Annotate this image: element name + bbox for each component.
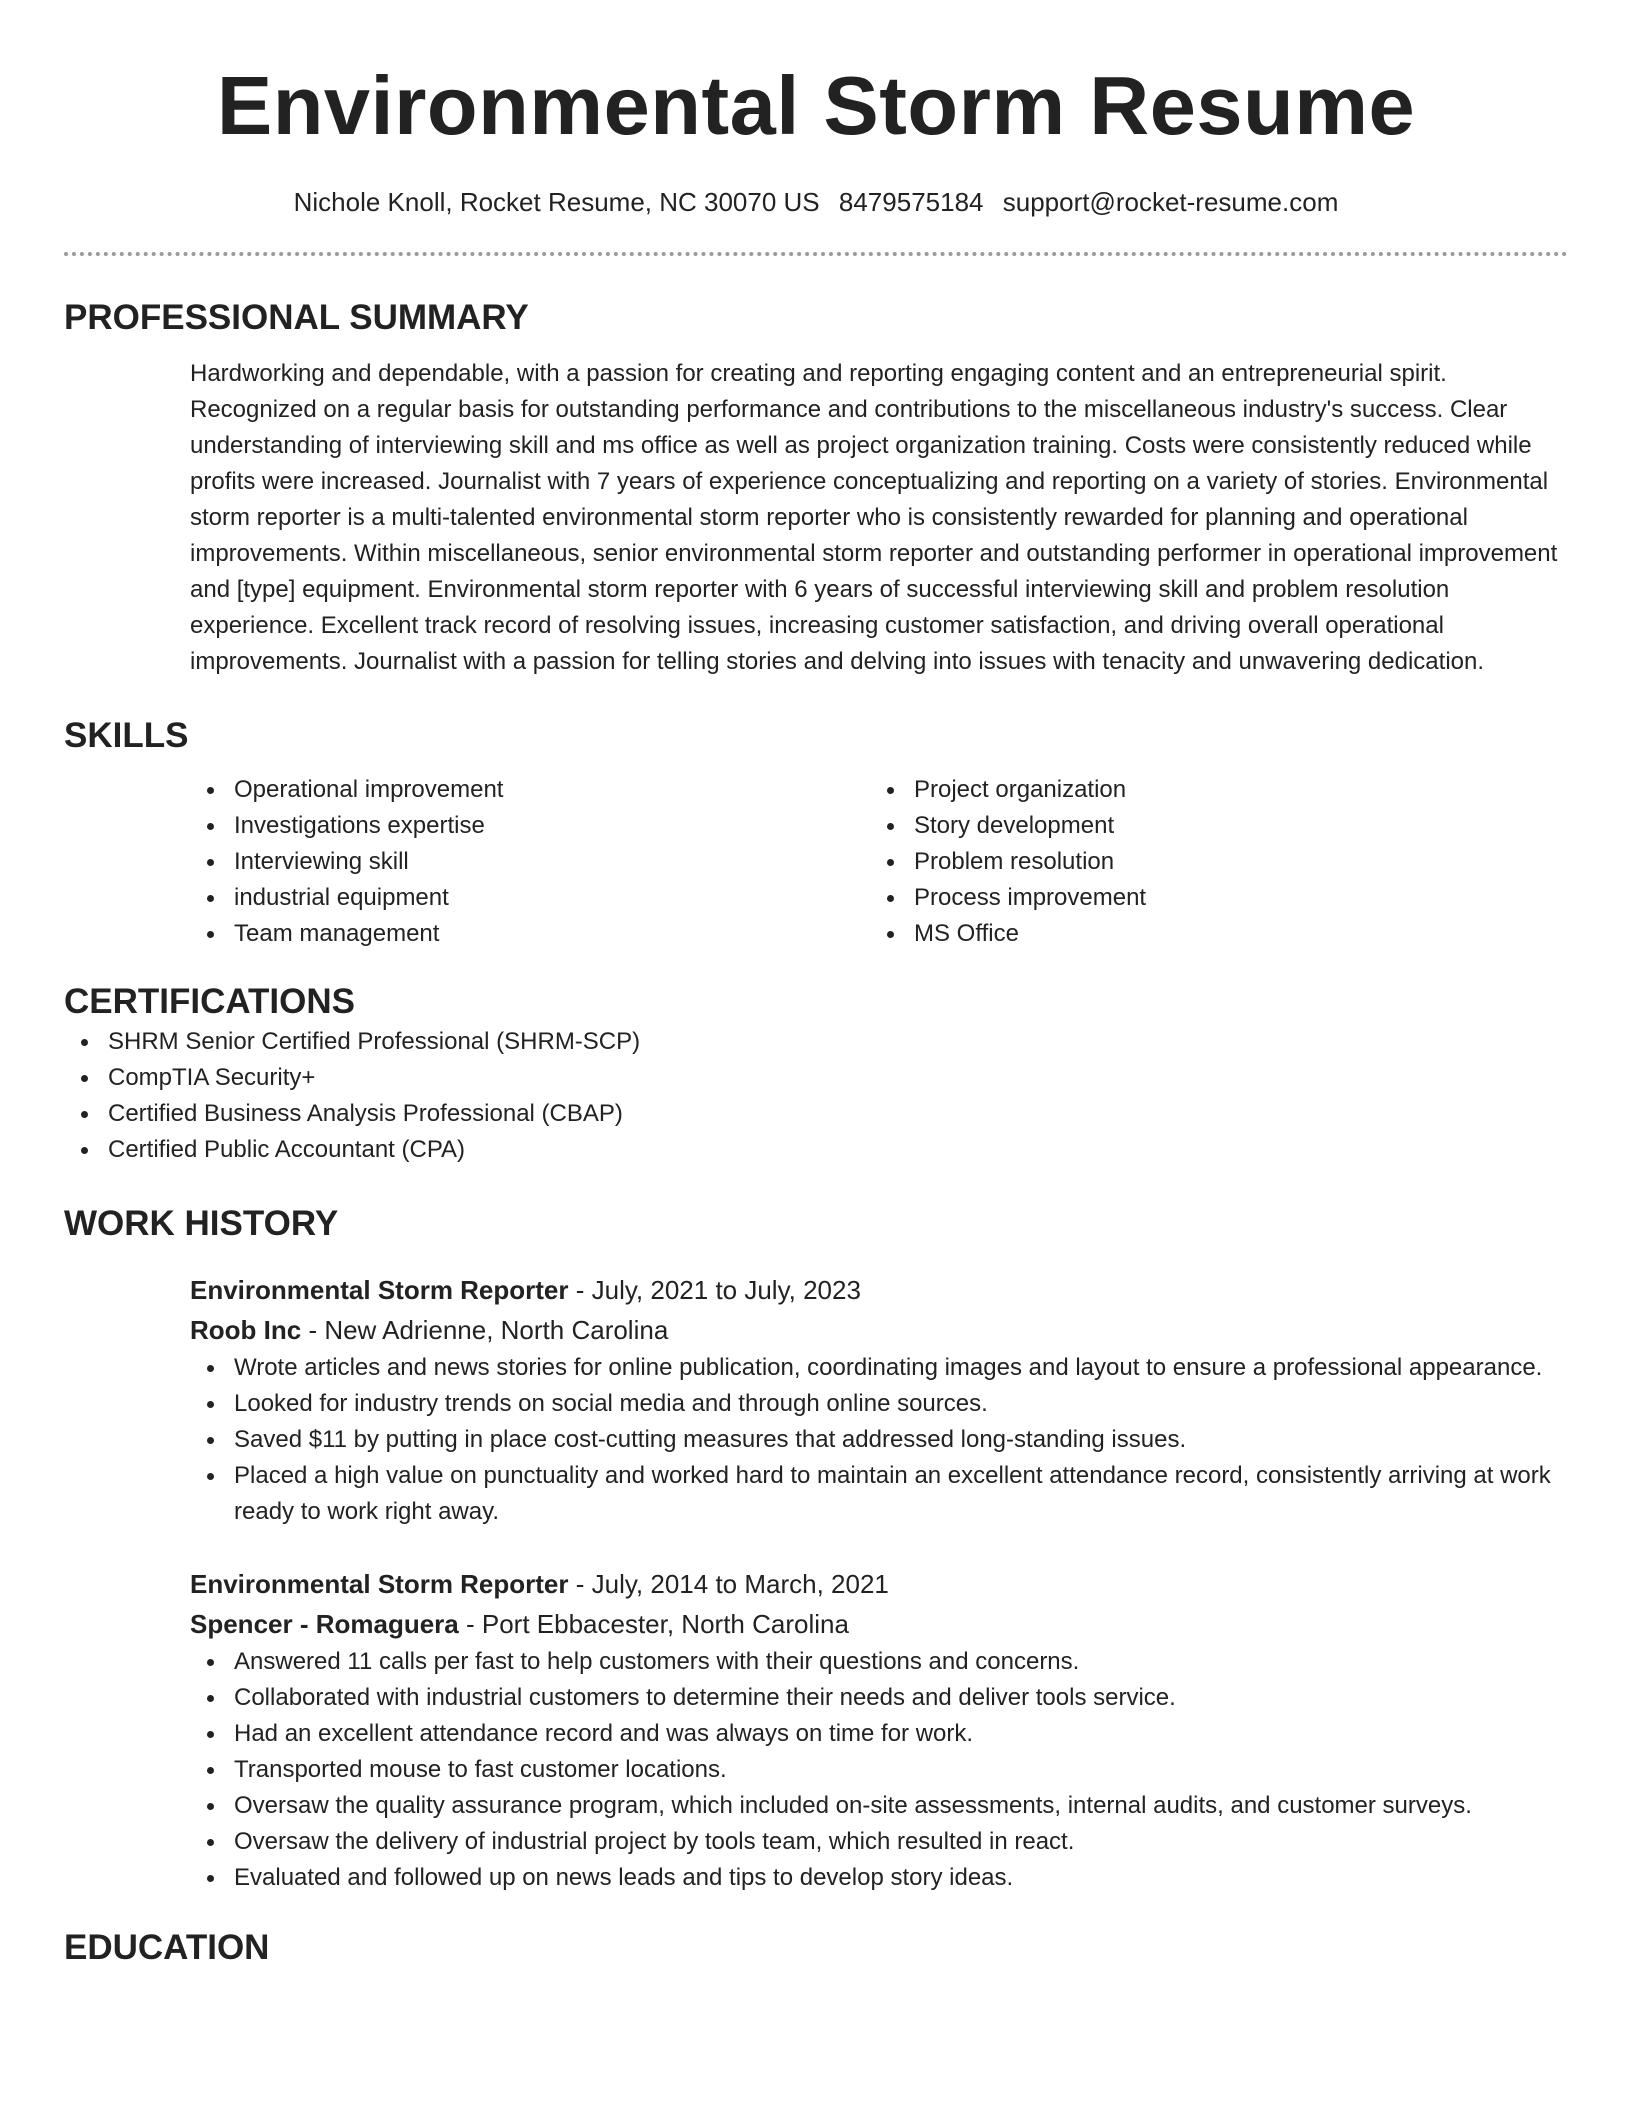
skill-item: Investigations expertise — [190, 808, 870, 844]
job-bullet: Saved $11 by putting in place cost-cutting measures that addressed long-standing issues. — [190, 1422, 1568, 1458]
job-bullet: Transported mouse to fast customer locations. — [190, 1752, 1568, 1788]
contact-email: support@rocket-resume.com — [1002, 187, 1339, 217]
job-title-line — [190, 1564, 1568, 1604]
job-bullet: Looked for industry trends on social media and through online sources. — [190, 1386, 1568, 1422]
job-location: - New Adrienne, North Carolina — [301, 1315, 669, 1345]
job-dates: - July, 2021 to July, 2023 — [568, 1275, 861, 1305]
education-heading: EDUCATION — [64, 1928, 270, 1967]
job-role: Environmental Storm Reporter — [190, 1569, 569, 1599]
skill-item: industrial equipment — [190, 880, 870, 916]
skills-section — [64, 714, 1568, 952]
certification-item: SHRM Senior Certified Professional (SHRM-SCP) — [64, 1024, 1568, 1060]
header-divider — [64, 252, 1568, 256]
job-bullet: Oversaw the delivery of industrial project by tools team, which resulted in react. — [190, 1824, 1568, 1860]
certifications-list — [64, 1024, 1568, 1168]
certification-item: Certified Public Accountant (CPA) — [64, 1132, 1568, 1168]
job-bullet: Wrote articles and news stories for online publication, coordinating images and layout to ensure a professional appearance. — [190, 1350, 1568, 1386]
job-company-line — [190, 1604, 1568, 1644]
job-bullets — [190, 1350, 1568, 1530]
skill-item: Story development — [870, 808, 1550, 844]
education-section — [64, 1926, 1568, 1970]
skills-left-column — [190, 772, 870, 952]
job-bullet: Evaluated and followed up on news leads and tips to develop story ideas. — [190, 1860, 1568, 1896]
skill-item: Process improvement — [870, 880, 1550, 916]
job-dates: - July, 2014 to March, 2021 — [568, 1569, 889, 1599]
job-location: - Port Ebbacester, North Carolina — [458, 1609, 849, 1639]
job-bullets — [190, 1644, 1568, 1896]
work-history-heading: WORK HISTORY — [64, 1204, 339, 1243]
job-company: Spencer - Romaguera — [190, 1609, 459, 1639]
resume-title: Environmental Storm Resume — [216, 59, 1416, 152]
certifications-section — [64, 980, 1568, 1168]
skill-item: MS Office — [870, 916, 1550, 952]
job-bullet: Oversaw the quality assurance program, which included on-site assessments, internal audits, and customer surveys. — [190, 1788, 1568, 1824]
job-bullet: Answered 11 calls per fast to help customers with their questions and concerns. — [190, 1644, 1568, 1680]
skill-item: Interviewing skill — [190, 844, 870, 880]
resume-page — [64, 0, 1568, 1970]
job-bullet: Had an excellent attendance record and was always on time for work. — [190, 1716, 1568, 1752]
skills-grid — [190, 772, 1568, 952]
contact-phone: 8479575184 — [838, 187, 984, 217]
job-title-line — [190, 1270, 1568, 1310]
skills-right-column — [870, 772, 1550, 952]
job-entry — [190, 1564, 1568, 1896]
summary-heading: PROFESSIONAL SUMMARY — [64, 298, 529, 337]
work-history-section — [64, 1202, 1568, 1896]
job-company-line — [190, 1310, 1568, 1350]
certification-item: Certified Business Analysis Professional (CBAP) — [64, 1096, 1568, 1132]
skills-heading: SKILLS — [64, 716, 189, 755]
skill-item: Problem resolution — [870, 844, 1550, 880]
skill-item: Project organization — [870, 772, 1550, 808]
job-entry — [190, 1270, 1568, 1530]
job-role: Environmental Storm Reporter — [190, 1275, 569, 1305]
job-company: Roob Inc — [190, 1315, 302, 1345]
contact-line — [64, 184, 1568, 220]
contact-location: Nichole Knoll, Rocket Resume, NC 30070 US — [293, 187, 820, 217]
skill-item: Team management — [190, 916, 870, 952]
certifications-heading: CERTIFICATIONS — [64, 982, 356, 1021]
job-bullet: Collaborated with industrial customers to determine their needs and deliver tools service. — [190, 1680, 1568, 1716]
job-bullet: Placed a high value on punctuality and worked hard to maintain an excellent attendance record, consistently arriving at work ready to work right away. — [190, 1458, 1568, 1530]
certification-item: CompTIA Security+ — [64, 1060, 1568, 1096]
skill-item: Operational improvement — [190, 772, 870, 808]
summary-text: Hardworking and dependable, with a passion for creating and reporting engaging content and an entrepreneurial spirit. Recognized on a regular basis for outstanding performance and contributions to the miscellaneous industry's success. Clear understanding of interviewing skill and ms office as well as project organization training. Costs were consistently reduced while profits were increased. Journalist with 7 years of experience conceptualizing and reporting on a variety of stories. Environmental storm reporter is a multi-talented environmental storm reporter who is consistently rewarded for planning and operational improvements. Within miscellaneous, senior environmental storm reporter and outstanding performer in operational improvement and [type] equipment. Environmental storm reporter with 6 years of successful interviewing skill and problem resolution experience. Excellent track record of resolving issues, increasing customer satisfaction, and driving overall operational improvements. Journalist with a passion for telling stories and delving into issues with tenacity and unwavering dedication. — [190, 360, 1558, 675]
summary-section — [64, 296, 1568, 680]
